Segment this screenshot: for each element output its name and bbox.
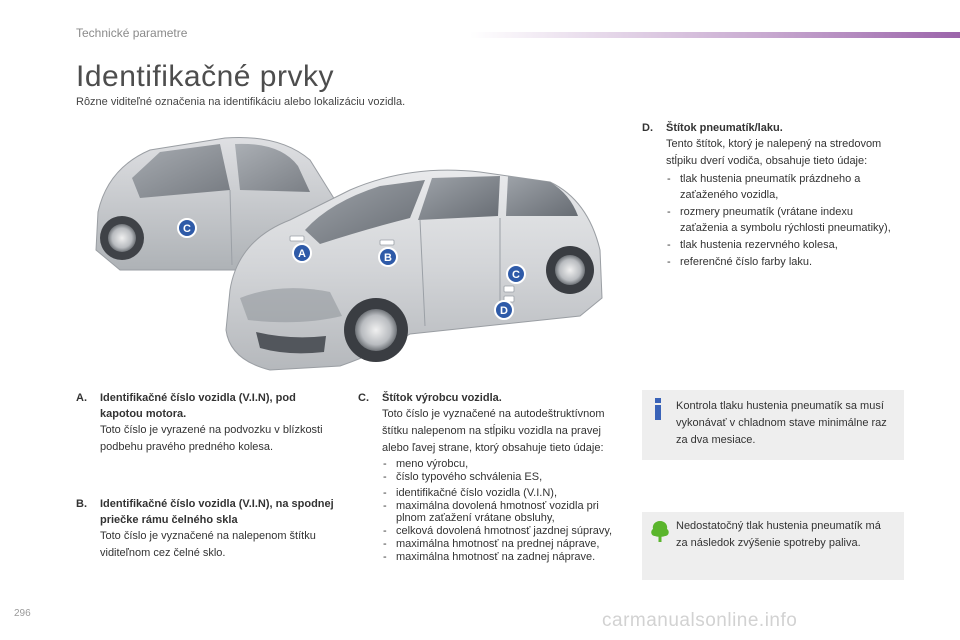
info-note bbox=[642, 390, 904, 460]
list-item: - číslo typového schválenia ES, bbox=[382, 471, 628, 483]
section-d-letter: D. bbox=[642, 122, 653, 134]
marker-b bbox=[379, 248, 397, 266]
section-a-letter: A. bbox=[76, 392, 87, 404]
page-title: Identifikačné prvky bbox=[76, 60, 334, 93]
eco-note bbox=[642, 512, 904, 580]
section-c bbox=[358, 390, 628, 564]
section-c-letter: C. bbox=[358, 392, 369, 404]
section-b-body: Toto číslo je vyznačené na nalepenom štítku viditeľnom cez čelné sklo. bbox=[100, 530, 316, 559]
list-item: - identifikačné číslo vozidla (V.I.N), bbox=[382, 487, 628, 499]
section-c-title: Štítok výrobcu vozidla. bbox=[382, 392, 502, 404]
page-subtitle: Rôzne viditeľné označenia na identifikáciu alebo lokalizáciu vozidla. bbox=[76, 96, 406, 108]
section-c-list-1 bbox=[382, 458, 628, 483]
page-number: 296 bbox=[14, 608, 31, 619]
list-item: - celková dovolená hmotnosť jazdnej súpravy, bbox=[382, 525, 628, 537]
list-item: - tlak hustenia pneumatík prázdneho a zaťaženého vozidla, bbox=[666, 171, 892, 203]
section-d-title: Štítok pneumatík/laku. bbox=[666, 122, 783, 134]
list-item: - maximálna hmotnosť na prednej nápravе, bbox=[382, 538, 628, 550]
section-a-body: Toto číslo je vyrazené na podvozku v blízkosti podbehu pravého predného kolesa. bbox=[100, 424, 323, 453]
section-a-title: Identifikačné číslo vozidla (V.I.N), pod kapotou motora. bbox=[100, 392, 296, 420]
list-item: - meno výrobcu, bbox=[382, 458, 628, 470]
section-b-title: Identifikačné číslo vozidla (V.I.N), na spodnej priečke rámu čelného skla bbox=[100, 498, 334, 526]
eco-tree-icon bbox=[650, 520, 670, 542]
info-note-text: Kontrola tlaku hustenia pneumatík sa musí vykonávať v chladnom stave minimálne raz za dva mesiace. bbox=[676, 400, 887, 446]
marker-c-rear bbox=[178, 219, 196, 237]
car-illustration bbox=[80, 120, 620, 382]
section-b-letter: B. bbox=[76, 498, 87, 510]
section-header: Technické parametre bbox=[76, 26, 188, 40]
header-accent-bar bbox=[470, 32, 960, 38]
svg-text:A: A bbox=[298, 248, 306, 260]
marker-d bbox=[495, 301, 513, 319]
info-icon bbox=[650, 398, 666, 420]
list-item: - referenčné číslo farby laku. bbox=[666, 254, 892, 270]
svg-text:C: C bbox=[183, 223, 191, 235]
marker-a bbox=[293, 244, 311, 262]
svg-text:B: B bbox=[384, 252, 392, 264]
section-d-body: Tento štítok, ktorý je nalepený na stredovom stĺpiku dverí vodiča, obsahuje tieto údaje: bbox=[666, 138, 882, 167]
list-item: - rozmery pneumatík (vrátane indexu zaťaženia a symbolu rýchlosti pneumatiky), bbox=[666, 204, 892, 236]
section-d-list bbox=[666, 171, 892, 270]
list-item: - tlak hustenia rezervného kolesa, bbox=[666, 237, 892, 253]
section-a bbox=[76, 390, 336, 456]
section-d bbox=[642, 120, 892, 271]
svg-text:C: C bbox=[512, 269, 520, 281]
eco-note-text: Nedostatočný tlak hustenia pneumatík má za následok zvýšenie spotreby paliva. bbox=[676, 520, 881, 549]
section-c-list-2 bbox=[382, 487, 628, 563]
section-c-body: Toto číslo je vyznačené na autodeštruktívnom štítku nalepenom na stĺpiku vozidla na pravej alebo ľavej strane, ktorý obsahuje tieto údaje: bbox=[382, 408, 605, 454]
watermark: carmanualsonline.info bbox=[602, 610, 798, 631]
section-b bbox=[76, 496, 336, 562]
list-item: - maximálna dovolená hmotnosť vozidla pri plnom zaťažení vrátane obsluhy, bbox=[382, 500, 628, 524]
list-item: - maximálna hmotnosť na zadnej nápravе. bbox=[382, 551, 628, 563]
svg-text:D: D bbox=[500, 305, 508, 317]
marker-c-front bbox=[507, 265, 525, 283]
